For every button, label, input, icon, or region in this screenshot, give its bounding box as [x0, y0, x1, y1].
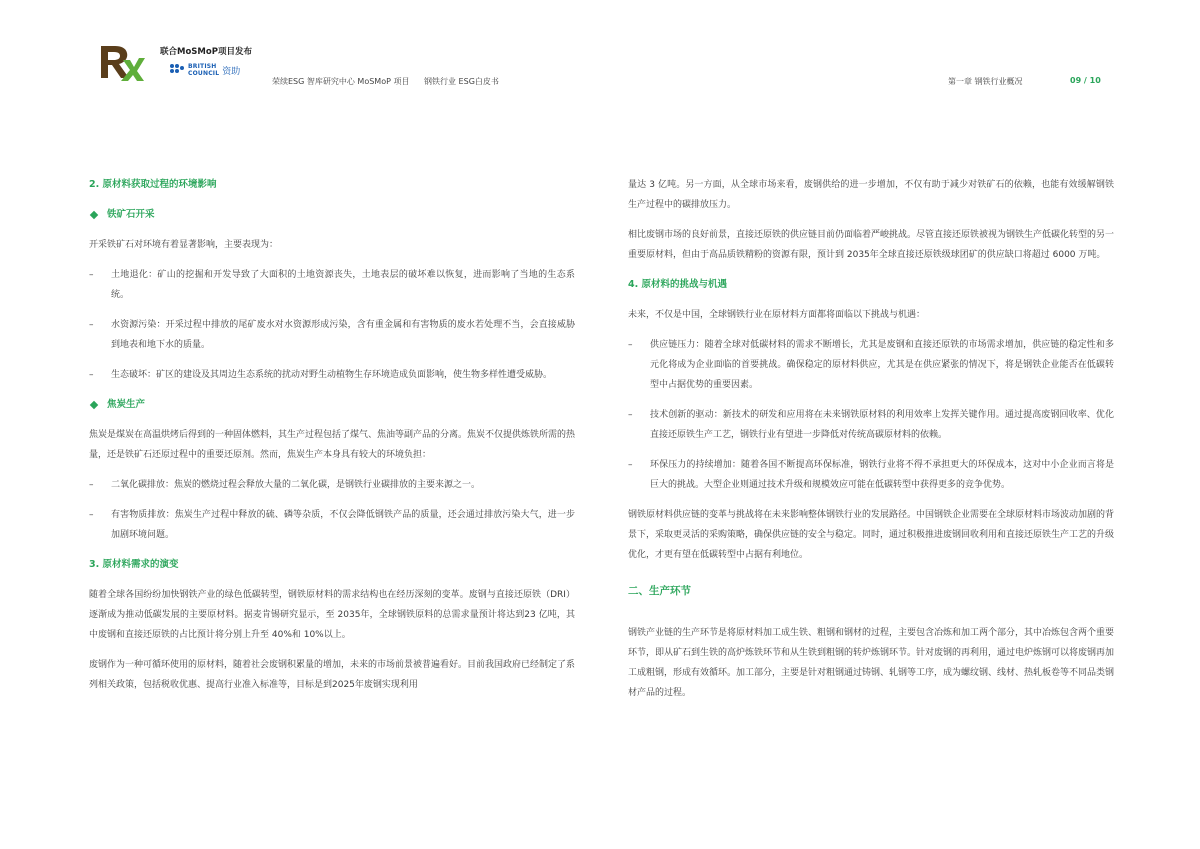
paragraph: 开采铁矿石对环境有着显著影响，主要表现为：: [89, 240, 279, 250]
paragraph: 随着全球各国纷纷加快钢铁产业的绿色低碳转型，钢铁原材料的需求结构也在经历深刻的变革。废钢与直接还原铁（DRI）逐渐成为推动低碳发展的主要原材料。据麦肯锡研究显示，至 2035年，全球钢铁原料的总需求量预计将达到23 亿吨，其中废钢和直接还原铁的占比预计将分别上升至 40%和 10%以上。: [89, 590, 575, 640]
list-item: – 生态破坏：矿区的建设及其周边生态系统的扰动对野生动植物生存环境造成负面影响，使生物多样性遭受威胁。: [89, 370, 553, 380]
subsection-heading: 焦炭生产: [89, 395, 575, 415]
paragraph: 未来，不仅是中国，全球钢铁行业在原材料方面都将面临以下挑战与机遇：: [628, 310, 926, 320]
british-council-line2: COUNCIL: [188, 70, 220, 77]
published-by-text: 联合MoSMoP项目发布: [160, 47, 252, 57]
section-heading: 2. 原材料获取过程的环境影响: [89, 179, 217, 190]
breadcrumb: [272, 76, 511, 87]
list-item: – 水资源污染：开采过程中排放的尾矿废水对水资源形成污染，含有重金属和有害物质的废水若处理不当，会直接威胁到地表和地下水的质量。: [89, 320, 575, 350]
paragraph: 废钢作为一种可循环使用的原材料，随着社会废钢积累量的增加，未来的市场前景被普遍看好。目前我国政府已经制定了系列相关政策，包括税收优惠、提高行业准入标准等，目标是到2025年废钢实现利用: [89, 660, 576, 690]
list-item: – 二氧化碳排放：焦炭的燃烧过程会释放大量的二氧化碳，是钢铁行业碳排放的主要来源之一。: [89, 480, 481, 490]
right-column: [628, 175, 1114, 713]
paragraph: 钢铁原材料供应链的变革与挑战将在未来影响整体钢铁行业的发展路径。中国钢铁企业需要在全球原材料市场波动加剧的背景下，采取更灵活的采购策略，确保供应链的安全与稳定。同时，通过积极推进废钢回收利用和直接还原铁生产工艺的升级优化，才更有望在低碳转型中占据有利地位。: [628, 510, 1115, 560]
list-item: – 环保压力的持续增加：随着各国不断提高环保标准，钢铁行业将不得不承担更大的环保成本，这对中小企业而言将是巨大的挑战。大型企业则通过技术升级和规模效应可能在低碳转型中获得更多的竞争优势。: [628, 460, 1114, 490]
list-item: – 土地退化：矿山的挖掘和开发导致了大面积的土地资源丧失，土地表层的破坏难以恢复，进而影响了当地的生态系统。: [89, 270, 575, 300]
british-council-line1: BRITISH: [188, 63, 217, 70]
section-heading: 4. 原材料的挑战与机遇: [628, 279, 728, 290]
diamond-bullet-icon: [90, 211, 98, 219]
rx-logo: [98, 44, 146, 82]
chapter-title: 第一章 钢铁行业概况: [948, 77, 1023, 86]
left-column: [89, 175, 575, 705]
paragraph: 焦炭是煤炭在高温烘烤后得到的一种固体燃料，其生产过程包括了煤气、焦油等副产品的分离。焦炭不仅提供炼铁所需的热量，还是铁矿石还原过程中的重要还原剂。然而，焦炭生产本身具有较大的环境负担：: [89, 430, 576, 460]
funding-label: 资助: [222, 66, 241, 77]
diamond-bullet-icon: [90, 401, 98, 409]
page-number: 09 / 10: [1070, 76, 1101, 85]
british-council-logo: [170, 63, 240, 77]
breadcrumb-item: 钢铁行业 ESG白皮书: [424, 77, 499, 86]
page-header: [0, 0, 1200, 100]
subsection-heading: 铁矿石开采: [89, 205, 575, 225]
part-heading: 二、生产环节: [628, 585, 691, 597]
breadcrumb-item: 荣续ESG 智库研究中心 MoSMoP 项目: [272, 77, 410, 86]
british-council-dots-icon: [170, 64, 184, 76]
paragraph: 钢铁产业链的生产环节是将原材料加工成生铁、粗钢和钢材的过程，主要包含冶炼和加工两个部分，其中冶炼包含两个重要环节，即从矿石到生铁的高炉炼铁环节和从生铁到粗钢的转炉炼钢环节。针对废钢的再利用，通过电炉炼钢可以将废钢再加工成粗钢，形成有效循环。加工部分，主要是针对粗钢通过铸钢、轧钢等工序，成为螺纹钢、线材、热轧板卷等不同品类钢材产品的过程。: [628, 628, 1115, 698]
paragraph: 相比废钢市场的良好前景，直接还原铁的供应链目前仍面临着严峻挑战。尽管直接还原铁被视为钢铁生产低碳化转型的另一重要原材料，但由于高品质铁精粉的资源有限，预计到 2035年全球直接还原铁级球团矿的供应缺口将超过 6000 万吨。: [628, 230, 1115, 260]
paragraph: 量达 3 亿吨。另一方面，从全球市场来看，废钢供给的进一步增加，不仅有助于减少对铁矿石的依赖，也能有效缓解钢铁生产过程中的碳排放压力。: [628, 180, 1114, 210]
list-item: – 技术创新的驱动：新技术的研发和应用将在未来钢铁原材料的利用效率上发挥关键作用。通过提高废钢回收率、优化直接还原铁生产工艺，钢铁行业有望进一步降低对传统高碳原材料的依赖。: [628, 410, 1114, 440]
list-item: – 供应链压力：随着全球对低碳材料的需求不断增长，尤其是废钢和直接还原铁的市场需求增加，供应链的稳定性和多元化将成为企业面临的首要挑战。确保稳定的原材料供应，尤其是在供应紧张的情况下，将是钢铁企业能否在低碳转型中占据优势的重要因素。: [628, 340, 1114, 390]
section-heading: 3. 原材料需求的演变: [89, 559, 179, 570]
list-item: – 有害物质排放：焦炭生产过程中释放的硫、磷等杂质，不仅会降低钢铁产品的质量，还会通过排放污染大气，进一步加剧环境问题。: [89, 510, 575, 540]
